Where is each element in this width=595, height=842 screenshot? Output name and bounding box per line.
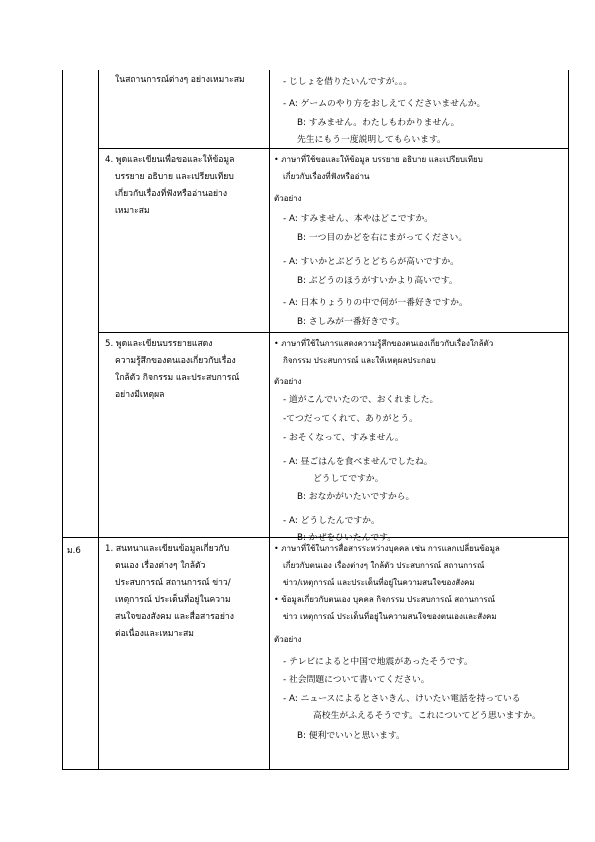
content-line: 高校生がふえるそうです。これについてどう思いますか。 [313,711,541,721]
content-line: เกี่ยวกับเรื่องที่ฟังหรืออ่าน [283,172,370,181]
content-line: B: 一つ目のかどを右にまがってください。 [297,233,468,243]
content-line: ข่าว/เหตุการณ์ และประเด็นที่อยู่ในความสนใจของสังคม [283,578,475,587]
content-line: - 社会問題について書いてください。 [283,675,430,685]
content-line: B: すみません。わたしもわかりません。 [297,118,460,128]
objective-line: บรรยาย อธิบาย และเปรียบเทียบ [115,172,234,182]
grade-level: ม.6 [67,546,81,556]
content-line: - A: すいかとぶどうとどちらが高いですか。 [283,257,459,267]
content-line: B: ぶどうのほうがすいかより高いです。 [297,276,458,286]
content-line: • ข้อมูลเกี่ยวกับตนเอง บุคคล กิจกรรม ประสบการณ์ สถานการณ์ [274,595,496,604]
objective-line: ต่อเนื่องและเหมาะสม [115,629,194,639]
curriculum-table [62,70,569,770]
objective-line: ตนเอง เรื่องต่างๆ ใกล้ตัว [115,561,206,571]
content-line: เกี่ยวกับตนเอง เรื่องต่างๆ ใกล้ตัว ประสบการณ์ สถานการณ์ [283,561,485,570]
content-line: -てつだってくれて、ありがとう。 [283,414,418,424]
row-divider [98,332,568,333]
objective-line: ใกล้ตัว กิจกรรม และประสบการณ์ [115,373,240,383]
content-line: - A: ニュースによるとさいきん、けいたい電話を持っている [283,694,521,704]
example-label: ตัวอย่าง [274,194,302,203]
content-line: - A: 日本りょうりの中で何が一番好きですか。 [283,298,468,308]
objective-line: สนใจของสังคม และสื่อสารอย่าง [115,612,234,622]
content-line: • ภาษาที่ใช้ในการสื่อสารระหว่างบุคคล เช่น การแลกเปลี่ยนข้อมูล [274,544,500,553]
objective-line: ประสบการณ์ สถานการณ์ ข่าว/ [115,578,231,588]
objective-line: 1. สนทนาและเขียนข้อมูลเกี่ยวกับ [105,544,230,554]
content-line: B: おなかがいたいですから。 [297,492,415,502]
content-line: - A: すみません、本やはどこですか。 [283,214,434,224]
objective-line: อย่างมีเหตุผล [115,390,165,400]
objective-line: ในสถานการณ์ต่างๆ อย่างเหมาะสม [115,75,245,85]
objective-line: เกี่ยวกับเรื่องที่ฟังหรืออ่านอย่าง [115,189,228,199]
objective-line: เหมาะสม [115,206,150,216]
content-line: • ภาษาที่ใช้ขอและให้ข้อมูล บรรยาย อธิบาย และเปรียบเทียบ [274,155,483,164]
content-line: どうしてですか。 [313,474,384,484]
content-line: กิจกรรม ประสบการณ์ และให้เหตุผลประกอบ [283,356,436,365]
content-line: • ภาษาที่ใช้ในการแสดงความรู้สึกของตนเองเกี่ยวกับเรื่องใกล้ตัว [274,339,494,348]
content-line: - A: ゲームのやり方をおしえてくださいませんか。 [283,99,486,109]
content-line: - テレビによると中国で地震があったそうです。 [283,657,473,667]
content-line: ข่าว เหตุการณ์ ประเด็นที่อยู่ในความสนใจของตนเองและสังคม [283,612,497,621]
objective-line: ความรู้สึกของตนเองเกี่ยวกับเรื่อง [115,356,236,366]
content-line: 先生にもう一度説明してもらいます。 [297,135,446,145]
column-divider-level [98,70,99,769]
content-line: - じしょを借りたいんですが。。。 [283,77,413,87]
content-line: - A: どうしたんですか。 [283,516,380,526]
objective-line: เหตุการณ์ ประเด็นที่อยู่ในความ [115,595,231,605]
content-line: B: さしみが一番好きです。 [297,317,405,327]
example-label: ตัวอย่าง [274,377,302,386]
content-line: B: かぜをひいたんです。 [297,533,397,543]
content-line: B: 便利でいいと思います。 [297,731,405,741]
row-divider [98,148,568,149]
objective-line: 4. พูดและเขียนเพื่อขอและให้ข้อมูล [105,155,235,165]
example-label: ตัวอย่าง [274,635,302,644]
objective-line: 5. พูดและเขียนบรรยายแสดง [105,339,213,349]
content-line: - 道がこんでいたので、おくれました。 [283,395,439,405]
content-line: - おそくなって、すみません。 [283,433,404,443]
column-divider-objective [269,70,270,769]
content-line: - A: 昼ごはんを食べませんでしたね。 [283,457,433,467]
